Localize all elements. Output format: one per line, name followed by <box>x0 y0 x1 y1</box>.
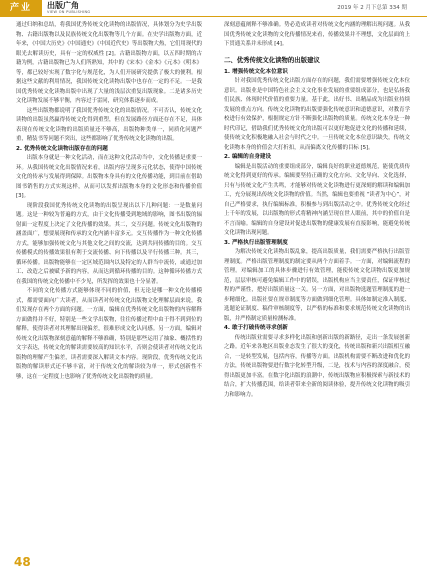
subsection-heading: 2. 编辑的自身建设 <box>224 154 272 160</box>
subsection-heading: 2. 优秀传统文化读物出版存在的问题 <box>16 145 108 152</box>
body-paragraph: 这些出版物都说明了我国优秀传统文化的出版情况。不可否认，传统文化读物的出版虽然赢得传统文化得到重塑，但在发展路径方面还存在不足，具体表现在传统文化读物的出版质量还不够高，出版物种类单一，同质化问题严重，精装书等问题不突出，这些都影响了优秀传统文化读物的出版。 <box>16 107 202 142</box>
subsection-heading: 1. 增强传统文化本位意识 <box>224 68 288 75</box>
issue-info: 2019 年 2 月下总第 334 期 <box>337 5 407 11</box>
page-header <box>0 0 427 16</box>
body-paragraph: 出版本身就是一种文化活动，而在这种文化活动当中，文化传播是重要一环。从我国传统文化出版情况来看，出版内容呈现多元化状态，使得中国传统文化的传承与发展得到保障。出版物本身具有的文化传播功能，到目前在借助图书销售的方式实现这样，从而可以发挥出版物本身的文化形态和传播价值 [3]。 <box>16 155 202 199</box>
body-paragraph: 编辑是出版活动的重要组成部分，编辑良好的职业道德规范，能使优质传统文化得到更好的传承。编辑要坚持正确的文化方向、文化导向、文化选择，只有与传统文化产生共鸣，才能够对传统文化读物进行更深刻的解读和编辑加工，充分展现出传统文化读物的价值。当然，编辑也要重视 “读者为中心”，对自己严格要求，执行编辑标准，积极参与到出版活动之中。优秀传统文化经过上千年的发展，以出版物的形式将精神内涵呈现在世人眼前，其中的价值自是不言而喻。编辑的自身建设对促进出版物的健康发展有直接影响，能避免传统文化读物出现问题。 <box>224 163 410 236</box>
subsection-heading: 3. 严格执行出版管理制度 <box>224 239 288 246</box>
body-paragraph: 为解决传统文化读物出版乱象，提高出版质量，我们需要严格执行出版管理制度。严格出版管理制度的制定要从两个方面着手。一方面，对编辑流程的管理。对编辑加工的具体步骤进行有效管理，能使传统文化读物出版更加规范，层层审核可避免编辑工作中的错误，出版机构应当主要责任，保证审核过程的严谨性，把好出版质量这一关。另一方面，对出版物选题管理制度的进一步精细化。出版社要在规章制度等方面做到细化管理。具体如制定准入制度、选题论证制度、稿件审核制度等，以严格的标准和要求规范传统文化读物的出版，并严格制定质量检测标准。 <box>224 249 410 322</box>
header-divider <box>0 16 427 17</box>
journal-logo-title: 出版广角 <box>47 1 79 10</box>
subsection-heading: 4. 敢于打破传统寻求创新 <box>224 325 288 331</box>
body-paragraph: 通过归纳和总结，将我国优秀传统文化读物的出版情况，具体划分为史学出版物、古籍出版物以及民族传统文化出版物等几个方面。在史学出版物方面，近年来，《中国大历史》《中国通史》《中国近代史》等出版物大热，它们用现代的眼光去解读历史，具有一定的权威性 [2]。古籍出版物方面，以五四时期的古籍为例，古籍出版物已为人们所熟知，其中的《宋本》《金本》《元本》《明本》等，都已较好实现了数字化与规范化，为人们开展研究提供了极大的便利。根据这些文献的利用情况，我国传统文化读物出版中也存在一定的不足。一是我国优秀传统文化读物出版中出现了大量的浅层次重复出版现象。二是诸多历史文化读物发展不够平衡，内容过于雷同，研究体系逐步而成。 <box>16 22 202 104</box>
body-paragraph: 传统出版业需要寻求多样化出版和创新出版的新路径，走出一条发展创新之路。近年来各地区出版业态发生了很大的变化，传统出版和新兴出版相互融合，一是转型发展，包括内容，传播等方面。出版机构需要不断改进和优化的方法，传统出版物要进行数字化转型升级，二是，技术与内容的深度融合，使得出版更加丰富。在数字化出版的浪潮中，传统出版物应积极探索与新技术的结合，扩大传播范围，给读者带来全新的阅读体验，提升传统文化读物的吸引力和影响力。 <box>224 334 410 398</box>
section-category: 产业 <box>0 0 42 16</box>
right-column <box>224 21 410 400</box>
body-paragraph: 深刻意蕴阐释不够准确。势必造成读者对传统文化内涵的理解出现问题。从我国优秀传统文化读物的文化传播情况来看，传播效果并不理想，文化层面的上下贯通关系并未形成 [4]。 <box>224 22 410 47</box>
body-paragraph: 针对我国优秀传统文化出版方面存在的问题，我们需要增强传统文化本位意识。出版业是中国特色社会主义文化事业发展的重要组成部分，也是弘扬我们民族、体现时代价值的重要力量。基于此，出好书、出精品成为出版业持续发展的重点方向。传统文化读物的出版要强化传统意识和道德意识，对教育学校进行有效保护，根据规定方针不断强化出版物的质量。传统文化本身是一种时代印记，借助我们优秀传统文化的出版可以更好地促进文化的传播和延续，使传统文化积极地融入社会与时代之中。一旦传统文化本位意识缺失，传统文化读物本身的价值会大打折扣，从而偏离文化传播的目标 [5]。 <box>224 78 410 151</box>
journal-logo-subtitle: VIEW ON PUBLISHING <box>47 10 91 14</box>
body-paragraph: 现阶段我国优秀传统文化读物的出版呈现出以下几种问题：一是数量问题。这是一种较为普遍的方式，由于文化传播受到地域的影响，图书出版的辐射面一定程度上决定了文化传播的效果。其二，交互问题。传统文化出版物的涵盖面广，想要展现和传承的文化内涵丰富多元。交互传播作为一种文化传播方式，能够加强传统文化与其他文化之间的交流，达到共同传播的目的。交互传播模式的传播效果很有利于交流传播、向下传播以及平行传播三种。其三，循环传播。出版物能够在一定区域范围内以及特定的人群当中流传，或通过加工、改造之后被赋予新的内容，从而达到循环传播的目的。这种循环传播方式在我国的传统文化传播中不少见，所发挥的效果也十分显著。 <box>16 202 202 285</box>
journal-logo <box>47 1 90 14</box>
left-column <box>16 21 202 382</box>
page-number: 48 <box>14 555 31 569</box>
body-paragraph: 不同的文化传播方式能够体现不同的价值，但无论是哪一种文化传播模式，都需要面向广大读者，从而读者对传统文化出版物文化理解层面来说，我们发现存在两个方面的问题。一方面，编辑在优秀传统文化出版物的内容解释方面做得并不好，特别是一些文学出版物，往往传播过程中由于得不到到位的解释，使得读者对其理解出现偏差，很难形成文化认同感。另一方面，编辑对传统文化出版物深刻意蕴的解释不够准确，特别是那些运用了抽象、概括性的文字表达，传统文化的解读需要较高的知识水平，否则会使读者对传统文化出版物的理解产生偏差，读者需要深入解读文本内容。现阶段，优秀传统文化出版物的解读形式还不够丰富，对于传统文化的解读较为单一，形式创新性不够，这在一定程度上也影响了优秀传统文化出版物的质量。 <box>16 288 202 380</box>
section-heading: 二、优秀传统文化读物的出版建议 <box>224 55 320 64</box>
